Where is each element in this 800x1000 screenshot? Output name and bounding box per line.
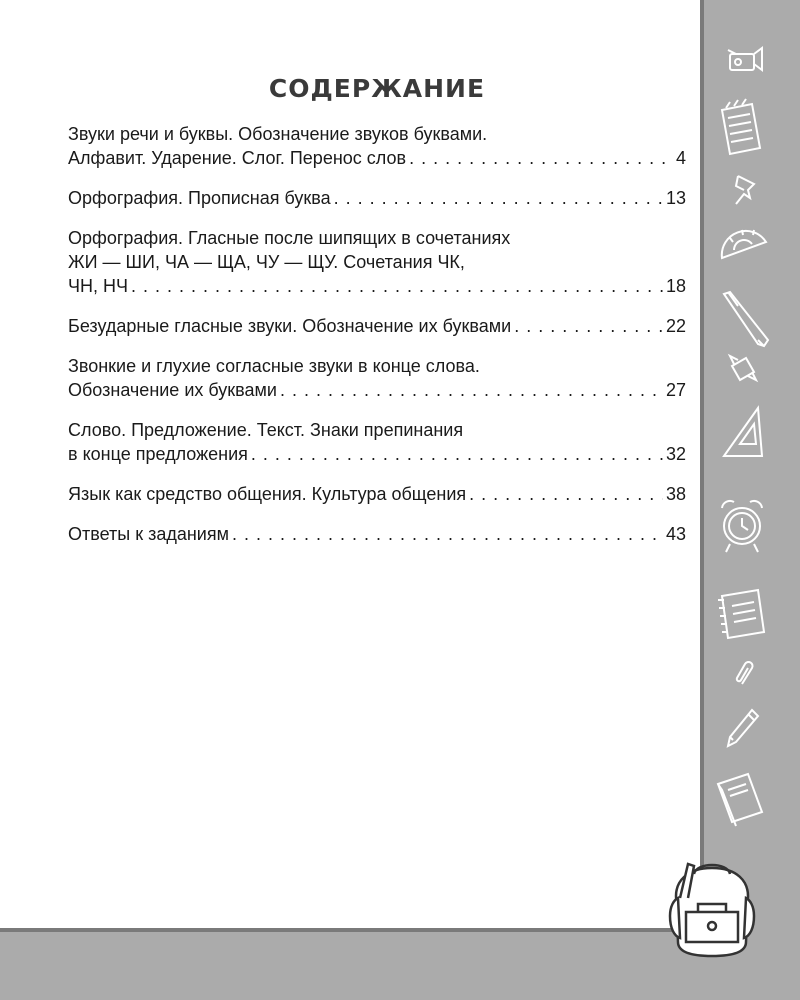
toc-page-number: 18 — [665, 276, 686, 296]
toc-entry-title: ЧН, НЧ — [68, 276, 128, 296]
toc-entry-title: Язык как средство общения. Культура общения — [68, 484, 467, 504]
toc-entry-last-line — [68, 442, 686, 466]
toc-entry-last-line — [68, 146, 686, 170]
toc-entry[interactable] — [68, 418, 686, 466]
toc-page-number: 13 — [665, 188, 686, 208]
toc-dot-leader — [251, 442, 663, 466]
toc-entry-title: Безударные гласные звуки. Обозначение их буквами — [68, 316, 512, 336]
toc-dot-leader — [469, 482, 663, 506]
toc-entry-title: Ответы к заданиям — [68, 524, 229, 544]
spiral-notebook-icon — [712, 584, 772, 644]
toc-dot-leader — [232, 522, 663, 546]
toc-entry-last-line — [68, 274, 686, 298]
pencil-icon — [722, 706, 762, 754]
toc-entry-last-line — [68, 482, 686, 506]
alarm-clock-icon — [714, 494, 772, 556]
toc-dot-leader — [514, 314, 663, 338]
toc-entry-line: Орфография. Гласные после шипящих в сочетаниях — [68, 228, 511, 248]
notepad-icon — [716, 98, 766, 158]
sharpener-icon — [724, 40, 768, 80]
pushpin-icon — [730, 172, 760, 206]
book-icon — [712, 768, 770, 828]
toc-entry-line: Звуки речи и буквы. Обозначение звуков буквами. — [68, 124, 488, 144]
toc-entry[interactable] — [68, 314, 686, 338]
toc-entry-title: Обозначение их буквами — [68, 380, 277, 400]
toc-dot-leader — [334, 186, 663, 210]
toc-entry[interactable] — [68, 122, 686, 170]
toc-dot-leader — [131, 274, 663, 298]
toc-page-number: 32 — [665, 444, 686, 464]
pen-icon — [718, 288, 774, 350]
toc-page-number: 22 — [665, 316, 686, 336]
toc-entry-last-line — [68, 378, 686, 402]
toc-page-number: 4 — [675, 148, 686, 168]
toc-entry[interactable] — [68, 226, 686, 298]
toc-entry-line: ЖИ — ШИ, ЧА — ЩА, ЧУ — ЩУ. Сочетания ЧК, — [68, 252, 465, 272]
toc-entry-title: Алфавит. Ударение. Слог. Перенос слов — [68, 148, 407, 168]
toc-entry-last-line — [68, 522, 686, 546]
toc-entry-title: в конце предложения — [68, 444, 248, 464]
toc-page-number: 43 — [665, 524, 686, 544]
toc-entry-last-line — [68, 186, 686, 210]
toc-page-number: 27 — [665, 380, 686, 400]
toc-entry-title: Орфография. Прописная буква — [68, 188, 331, 208]
toc-page-number: 38 — [665, 484, 686, 504]
paperclip-icon — [734, 660, 758, 690]
toc-dot-leader — [280, 378, 663, 402]
toc-entry-line: Звонкие и глухие согласные звуки в конце слова. — [68, 356, 480, 376]
toc-entry-last-line — [68, 314, 686, 338]
table-of-contents — [68, 122, 686, 562]
toc-entry[interactable] — [68, 522, 686, 546]
protractor-icon — [716, 218, 776, 268]
set-square-icon — [718, 402, 768, 460]
binder-clip-icon — [726, 352, 760, 386]
toc-entry-line: Слово. Предложение. Текст. Знаки препинания — [68, 420, 464, 440]
toc-entry[interactable] — [68, 482, 686, 506]
toc-dot-leader — [409, 146, 673, 170]
page-title: СОДЕРЖАНИЕ — [268, 74, 486, 103]
backpack-icon — [664, 856, 764, 960]
toc-entry[interactable] — [68, 186, 686, 210]
toc-entry[interactable] — [68, 354, 686, 402]
